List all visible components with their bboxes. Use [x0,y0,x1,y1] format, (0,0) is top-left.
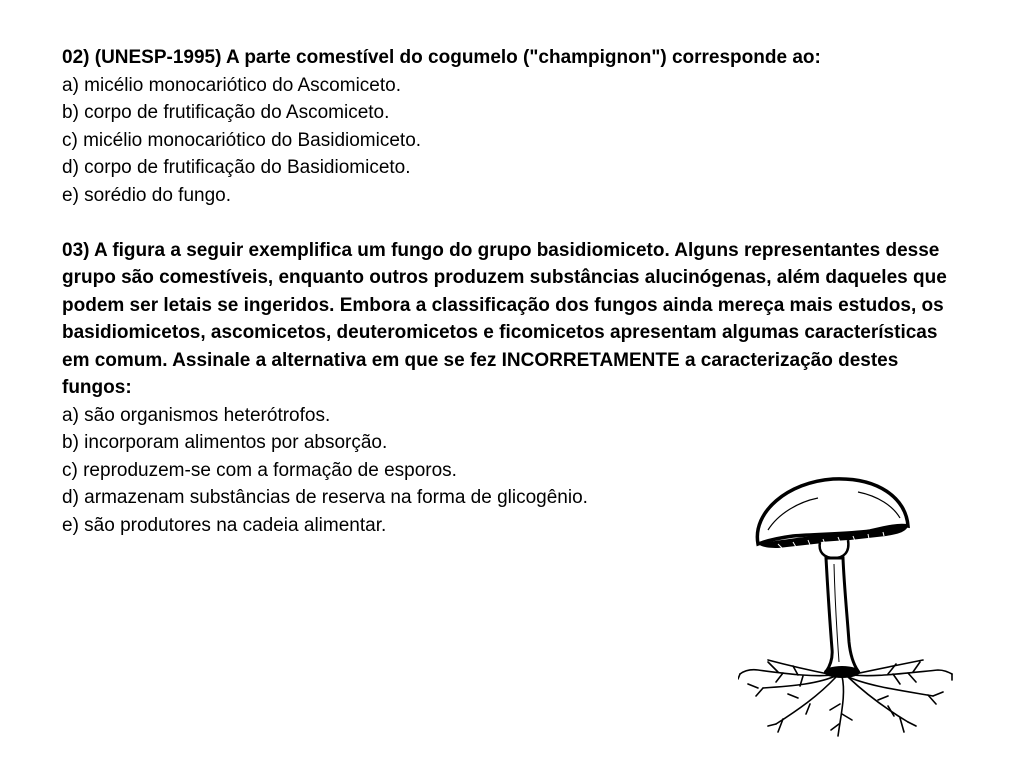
slide-content [62,44,962,539]
question-2 [62,44,962,209]
question-3-option-b: b) incorporam alimentos por absorção. [62,432,388,453]
question-3-option-c: c) reproduzem-se com a formação de esporos. [62,459,457,481]
question-3-option-a: a) são organismos heterótrofos. [62,404,331,426]
question-3-option-e: e) são produtores na cadeia alimentar. [62,514,387,536]
question-2-option-d: d) corpo de frutificação do Basidiomiceto. [62,157,411,178]
question-2-option-e: e) sorédio do fungo. [62,184,232,206]
question-2-option-a: a) micélio monocariótico do Ascomiceto. [62,74,401,96]
question-2-option-b: b) corpo de frutificação do Ascomiceto. [62,102,390,123]
spacer [62,209,962,237]
question-2-option-c: c) micélio monocariótico do Basidiomiceto. [62,129,422,151]
mushroom-stem [826,558,858,673]
question-2-title: 02) (UNESP-1995) A parte comestível do cogumelo ("champignon") corresponde ao: [62,47,821,68]
mushroom-ring [820,540,849,558]
mushroom-illustration-icon [738,474,953,738]
question-3-title: 03) A figura a seguir exemplifica um fungo do grupo basidiomiceto. Alguns representantes desse grupo são comestíveis, enquanto outros produzem substâncias alucinógenas, além daqueles que podem ser letais se ingeridos. Embora a classificação dos fungos ainda mereça mais estudos, os basidiomicetos, ascomicetos, deuteromicetos e ficomicetos apresentam algumas características em comum. Assinale a alternativa em que se fez INCORRETAMENTE a caracterização destes fungos: [62,239,947,398]
question-3-option-d: d) armazenam substâncias de reserva na forma de glicogênio. [62,487,588,508]
